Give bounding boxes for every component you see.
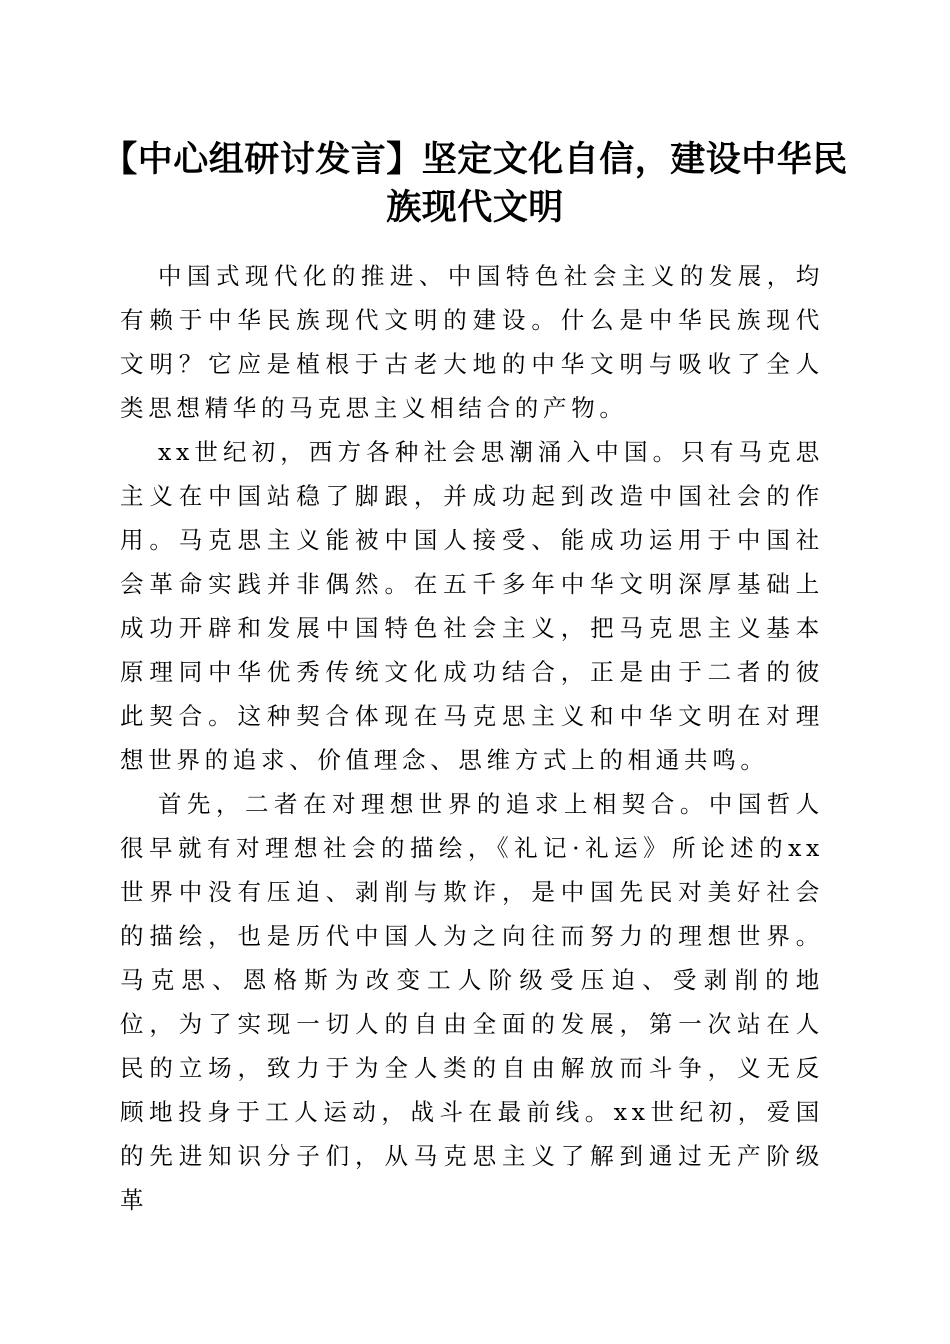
paragraph-3: 首先，二者在对理想世界的追求上相契合。中国哲人很早就有对理想社会的描绘，《礼记·礼运》所论述的xx世界中没有压迫、剥削与欺诈，是中国先民对美好社会的描绘，也是历代中国人为之向往而努力的理想世界。马克思、恩格斯为改变工人阶级受压迫、受剥削的地位，为了实现一切人的自由全面的发展，第一次站在人民的立场，致力于为全人类的自由解放而斗争，义无反顾地投身于工人运动，战斗在最前线。xx世纪初，爱国的先进知识分子们，从马克思主义了解到通过无产阶级革	[120, 790, 824, 1214]
paragraph-2: xx世纪初，西方各种社会思潮涌入中国。只有马克思主义在中国站稳了脚跟，并成功起到改造中国社会的作用。马克思主义能被中国人接受、能成功运用于中国社会革命实践并非偶然。在五千多年中华文明深厚基础上成功开辟和发展中国特色社会主义，把马克思主义基本原理同中华优秀传统文化成功结合，正是由于二者的彼此契合。这种契合体现在马克思主义和中华文明在对理想世界的追求、价值理念、思维方式上的相通共鸣。	[120, 438, 824, 774]
document-body	[120, 254, 824, 1222]
paragraph-1: 中国式现代化的推进、中国特色社会主义的发展，均有赖于中华民族现代文明的建设。什么是中华民族现代文明？它应是植根于古老大地的中华文明与吸收了全人类思想精华的马克思主义相结合的产物。	[120, 262, 824, 422]
document-title: 【中心组研讨发言】坚定文化自信，建设中华民族现代文明	[102, 139, 848, 228]
